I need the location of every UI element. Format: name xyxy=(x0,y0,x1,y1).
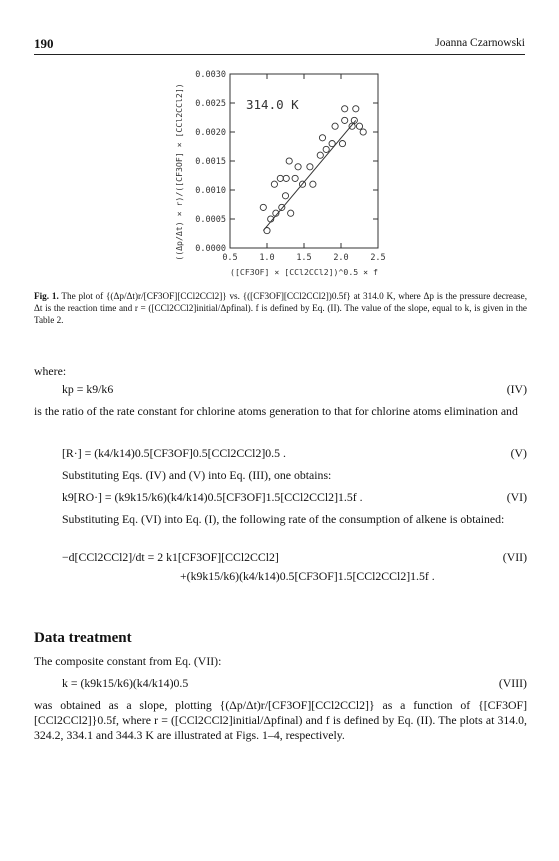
x-tick-label: 2.0 xyxy=(333,253,349,263)
equation-vii-continued xyxy=(34,569,527,585)
y-tick-label: 0.0010 xyxy=(195,186,226,196)
data-point xyxy=(342,117,348,123)
data-point xyxy=(307,164,313,170)
figure-1-chart xyxy=(170,62,400,282)
data-point xyxy=(339,141,345,147)
paragraph-2: Substituting Eqs. (IV) and (V) into Eq. (III), one obtains: xyxy=(62,468,332,482)
y-tick-label: 0.0030 xyxy=(195,70,226,80)
y-tick-label: 0.0000 xyxy=(195,244,226,254)
x-tick-label: 2.5 xyxy=(370,253,386,263)
data-point xyxy=(283,175,289,181)
equation-iv xyxy=(34,382,527,398)
data-point xyxy=(286,158,292,164)
data-point xyxy=(356,123,362,129)
data-point xyxy=(342,106,348,112)
equation-v-number: (V) xyxy=(510,446,527,460)
equation-viii xyxy=(34,676,527,692)
data-point xyxy=(260,204,266,210)
equation-vii xyxy=(34,550,527,566)
equation-v-text: [R·] = (k4/k14)0.5[CF3OF]0.5[CCl2CCl2]0.5 . xyxy=(62,446,286,460)
equation-iv-text: kp = k9/k6 xyxy=(62,382,114,396)
data-point xyxy=(353,106,359,112)
caption-text: The plot of {(Δp/Δt)r/[CF3OF][CCl2CCl2]} vs. {([CF3OF][CCl2CCl2])0.5f} at 314.0 K, where Δp is the pressure decrease, Δt is the reaction time and r = ([CCl2CCl2]initial/Δpfinal). f is defined by Eq. (II). The value of the slope, equal to k, is given in the Table 2. xyxy=(34,291,527,325)
paragraph-4: The composite constant from Eq. (VII): xyxy=(34,654,222,668)
running-header xyxy=(34,36,525,55)
data-point xyxy=(277,175,283,181)
page-number: 190 xyxy=(34,36,54,51)
y-axis-label xyxy=(174,83,184,260)
x-tick-label: 1.0 xyxy=(259,253,275,263)
y-axis-title: ((Δp/Δt) × r)/([CF3OF] × [CCl2CCl2]) xyxy=(174,83,184,261)
data-point xyxy=(317,152,323,158)
equation-iv-number: (IV) xyxy=(506,382,527,396)
equation-vi-text: k9[RO·] = (k9k15/k6)(k4/k14)0.5[CF3OF]1.5[CCl2CCl2]1.5f . xyxy=(62,490,363,504)
section-heading: Data treatment xyxy=(34,630,132,646)
paragraph-1: is the ratio of the rate constant for chlorine atoms generation to that for chlorine atoms elimination and xyxy=(34,404,518,418)
figure-caption xyxy=(34,290,527,326)
temperature-annotation: 314.0 K xyxy=(246,97,299,112)
caption-label: Fig. 1. xyxy=(34,291,59,301)
data-point xyxy=(288,210,294,216)
data-point xyxy=(323,146,329,152)
equation-vi xyxy=(34,490,527,506)
equation-vii-line-1: −d[CCl2CCl2]/dt = 2 k1[CF3OF][CCl2CCl2] xyxy=(62,550,279,564)
data-point xyxy=(349,123,355,129)
data-points xyxy=(260,106,366,234)
where-1: where: xyxy=(34,364,67,378)
equation-vii-line-2: +(k9k15/k6)(k4/k14)0.5[CF3OF]1.5[CCl2CCl2]1.5f . xyxy=(180,569,435,583)
x-tick-label: 0.5 xyxy=(222,253,238,263)
paragraph-5: was obtained as a slope, plotting {(Δp/Δt)r/[CF3OF][CCl2CCl2]} as a function of {[CF3OF][CCl2CCl2]}0.5f, where r = ([CCl2CCl2]initial/Δpfinal) and f is defined by Eq. (II). The plots at 314.0, 324.2, 334.1 and 344.3 K are illustrated at Figs. 1–4, respectively. xyxy=(34,698,527,742)
running-author: Joanna Czarnowski xyxy=(435,37,525,49)
equation-vii-number: (VII) xyxy=(502,550,527,564)
data-point xyxy=(319,135,325,141)
data-point xyxy=(360,129,366,135)
data-point xyxy=(292,175,298,181)
x-axis-title: ([CF3OF] × [CCl2CCl2])^0.5 × f xyxy=(230,267,378,277)
regression-line xyxy=(263,120,356,230)
equation-viii-text: k = (k9k15/k6)(k4/k14)0.5 xyxy=(62,676,189,690)
data-point xyxy=(271,181,277,187)
data-point xyxy=(295,164,301,170)
data-point xyxy=(332,123,338,129)
y-tick-label: 0.0025 xyxy=(195,99,226,109)
equation-viii-number: (VIII) xyxy=(498,676,527,690)
y-tick-label: 0.0015 xyxy=(195,157,226,167)
equation-vi-number: (VI) xyxy=(506,490,527,504)
x-tick-label: 1.5 xyxy=(296,253,312,263)
data-point xyxy=(282,193,288,199)
equation-v xyxy=(34,446,527,462)
y-tick-label: 0.0005 xyxy=(195,215,226,225)
data-point xyxy=(310,181,316,187)
y-tick-label: 0.0020 xyxy=(195,128,226,138)
paragraph-3: Substituting Eq. (VI) into Eq. (I), the following rate of the consumption of alkene is obtained: xyxy=(62,512,505,526)
